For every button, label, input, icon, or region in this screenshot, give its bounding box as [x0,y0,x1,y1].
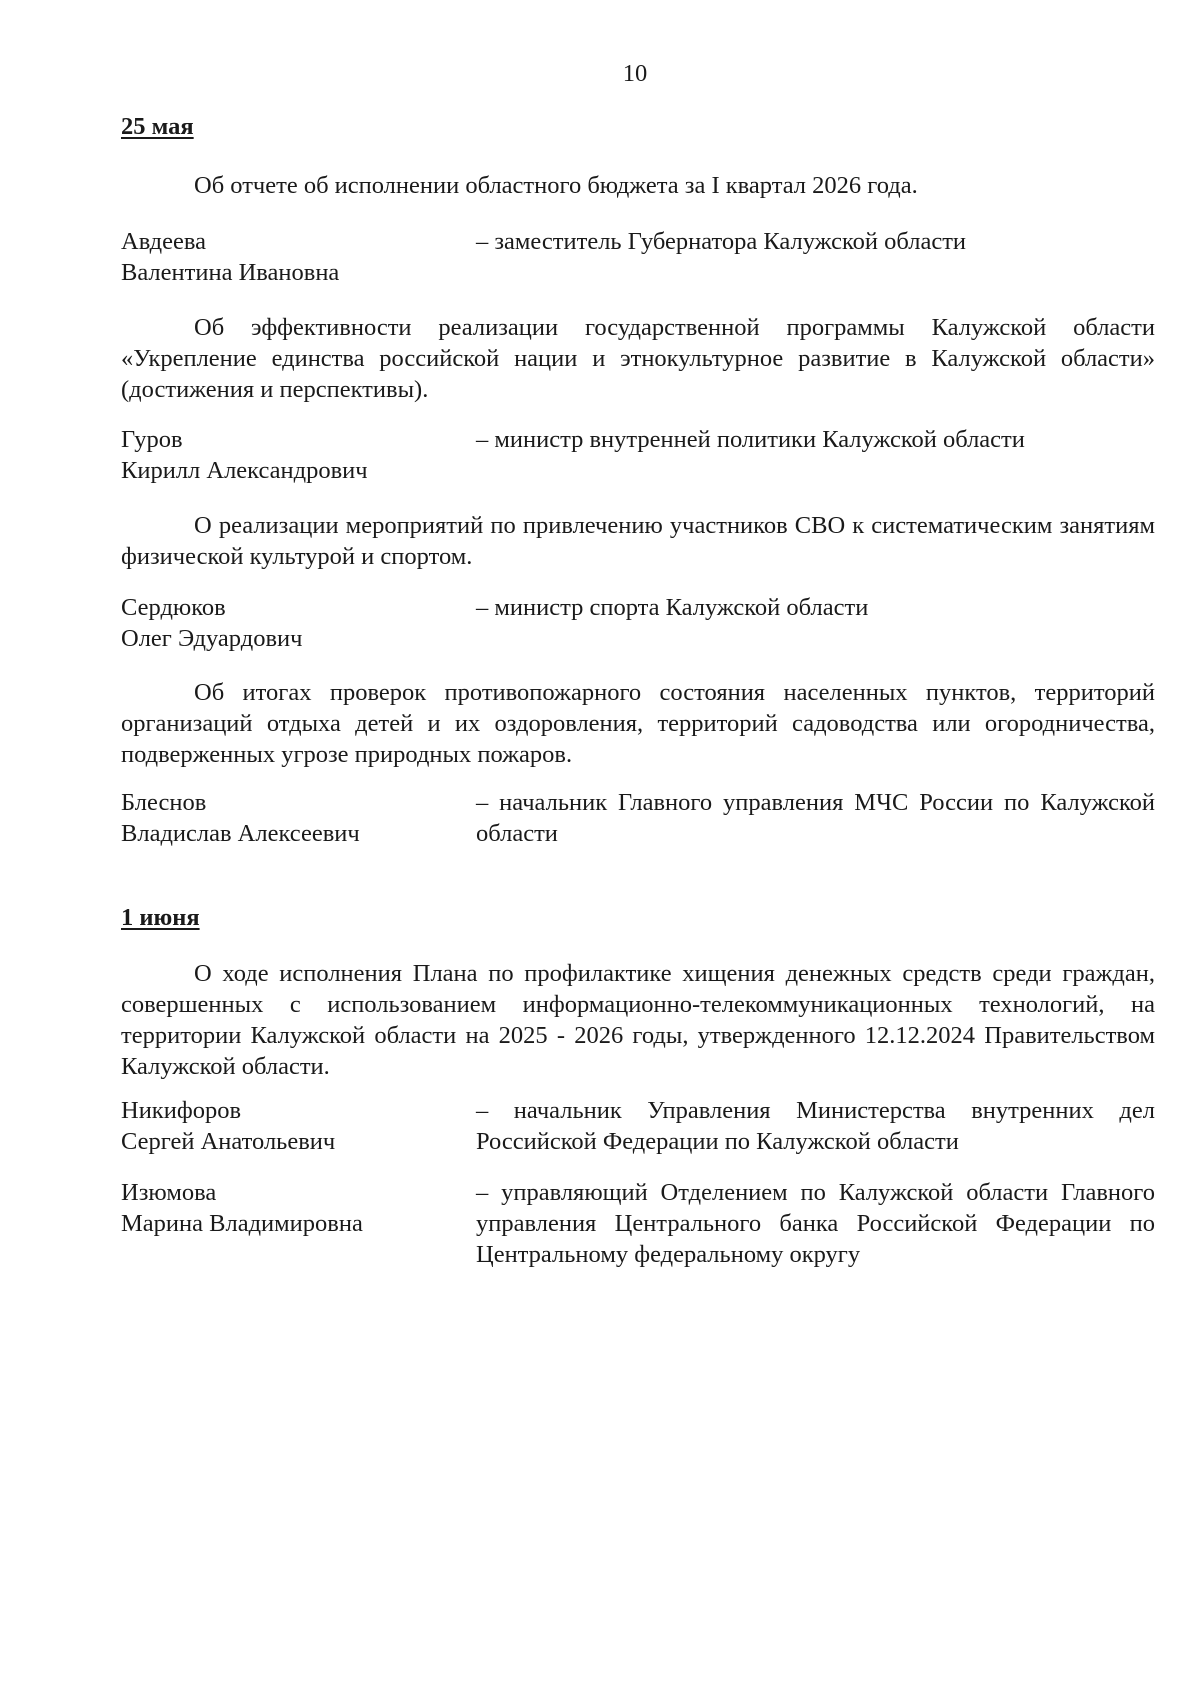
speaker-name [121,226,461,288]
page-number: 10 [622,60,648,87]
speaker-name [121,1095,461,1157]
speaker-role: – министр внутренней политики Калужской области [476,426,1025,453]
speaker-name [121,424,461,486]
agenda-topic: Об отчете об исполнении областного бюджета за I квартал 2026 года. [194,172,918,199]
speaker-surname: Авдеева [121,228,206,255]
section-date-heading: 1 июня [121,904,200,931]
speaker-role: – заместитель Губернатора Калужской области [476,228,967,255]
speaker-given-names: Сергей Анатольевич [121,1128,336,1155]
speaker-name [121,787,461,849]
agenda-topic: О ходе исполнения Плана по профилактике хищения денежных средств среди граждан, совершенных с использованием информационно-телекоммуникационных технологий, на территории Калужской области на 2025 - 2026 годы, утвержденного 12.12.2024 Правительством Калужской области. [121,960,1155,1080]
speaker-given-names: Валентина Ивановна [121,259,340,286]
speaker-role: – начальник Управления Министерства внутренних дел Российской Федерации по Калужской области [476,1097,1155,1155]
speaker-entry [121,1177,1155,1317]
speaker-surname: Гуров [121,426,183,453]
speaker-given-names: Марина Владимировна [121,1210,363,1237]
speaker-role: – министр спорта Калужской области [476,594,869,621]
speaker-name [121,592,461,654]
section-date-heading: 25 мая [121,113,194,140]
speaker-name [121,1177,461,1239]
speaker-given-names: Кирилл Александрович [121,457,368,484]
speaker-surname: Никифоров [121,1097,242,1124]
speaker-entry [121,226,1155,326]
speaker-role: – начальник Главного управления МЧС России по Калужской области [476,789,1155,847]
speaker-entry [121,424,1155,524]
speaker-surname: Сердюков [121,594,226,621]
speaker-surname: Изюмова [121,1179,217,1206]
speaker-role: – управляющий Отделением по Калужской области Главного управления Центрального банка Российской Федерации по Центральному федеральному округу [476,1179,1155,1268]
agenda-topic: Об эффективности реализации государственной программы Калужской области «Укрепление единства российской нации и этнокультурное развитие в Калужской области» (достижения и перспективы). [121,314,1155,403]
speaker-entry [121,787,1155,887]
speaker-given-names: Владислав Алексеевич [121,820,360,847]
agenda-topic: Об итогах проверок противопожарного состояния населенных пунктов, территорий организаций отдыха детей и их оздоровления, территорий садоводства или огородничества, подверженных угрозе природных пожаров. [121,679,1155,768]
speaker-surname: Блеснов [121,789,207,816]
agenda-topic: О реализации мероприятий по привлечению участников СВО к систематическим занятиям физической культурой и спортом. [121,512,1155,570]
speaker-given-names: Олег Эдуардович [121,625,303,652]
